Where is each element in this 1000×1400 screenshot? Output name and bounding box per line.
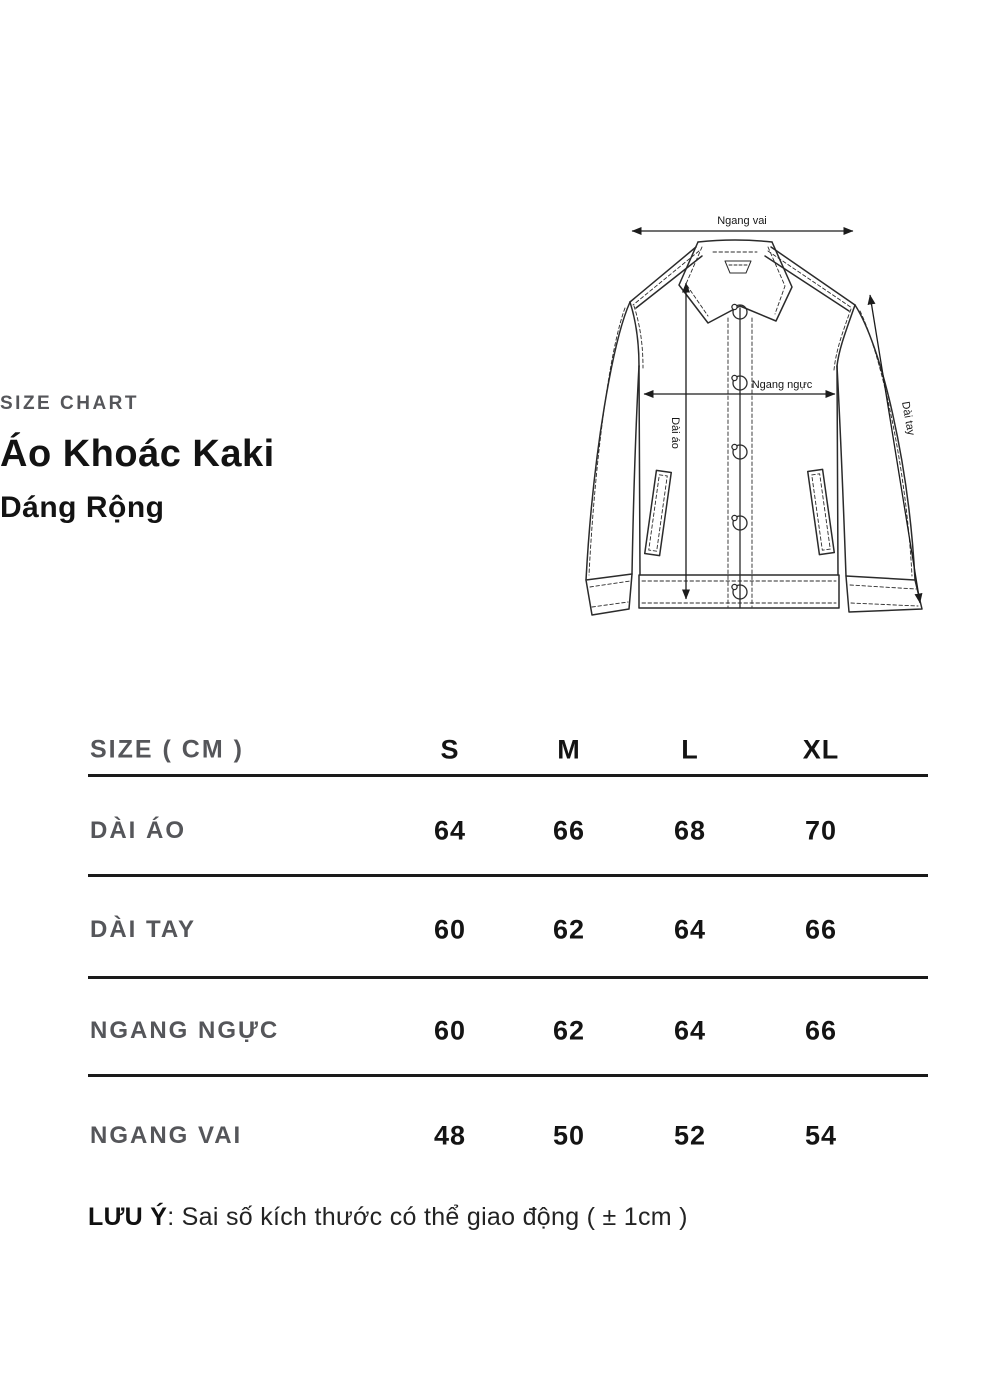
size-cell: 60: [433, 914, 467, 945]
table-header-row: [88, 722, 928, 778]
size-cell: 66: [804, 914, 838, 945]
size-cell: 52: [673, 1120, 707, 1151]
table-row-ngang-nguc: [88, 1003, 928, 1059]
note-body: : Sai số kích thước có thể giao động ( ± 1cm ): [167, 1203, 688, 1231]
row-label: NGANG VAI: [90, 1122, 243, 1149]
fit-subtitle: Dáng Rộng: [0, 491, 165, 524]
size-cell: 64: [433, 815, 467, 846]
table-divider: [88, 774, 928, 777]
sleeve-length-label: Dài tay: [899, 400, 917, 437]
table-divider: [88, 874, 928, 877]
column-header-l: L: [681, 734, 699, 765]
shoulder-width-label: Ngang vai: [717, 215, 767, 227]
size-cell: 64: [673, 914, 707, 945]
table-divider: [88, 976, 928, 979]
size-cell: 48: [433, 1120, 467, 1151]
size-cell: 50: [552, 1120, 586, 1151]
row-label: DÀI ÁO: [90, 817, 186, 844]
table-row-dai-tay: [88, 902, 928, 958]
column-header-m: M: [557, 734, 581, 765]
size-cell: 54: [804, 1120, 838, 1151]
jacket-diagram: [565, 190, 965, 650]
note-prefix: LƯU Ý: [88, 1203, 168, 1231]
size-chart-eyebrow: SIZE CHART: [0, 393, 139, 414]
unit-label: SIZE ( CM ): [90, 735, 244, 764]
table-row-dai-ao: [88, 803, 928, 859]
tolerance-note: [88, 1203, 948, 1232]
body-length-label: Dài áo: [669, 417, 681, 449]
size-cell: 64: [673, 1015, 707, 1046]
row-label: NGANG NGỰC: [90, 1017, 280, 1044]
left-pocket: [645, 470, 672, 555]
table-divider: [88, 1074, 928, 1077]
size-cell: 70: [804, 815, 838, 846]
right-pocket: [808, 469, 835, 554]
sleeve-length-arrow: [870, 295, 920, 603]
size-cell: 60: [433, 1015, 467, 1046]
size-cell: 68: [673, 815, 707, 846]
product-title: Áo Khoác Kaki: [0, 433, 275, 475]
size-cell: 62: [552, 1015, 586, 1046]
jacket-outline: [586, 240, 922, 615]
row-label: DÀI TAY: [90, 916, 197, 943]
size-cell: 66: [804, 1015, 838, 1046]
column-header-xl: XL: [802, 734, 840, 765]
table-row-ngang-vai: [88, 1108, 928, 1164]
chest-width-label: Ngang ngực: [751, 379, 813, 391]
column-header-s: S: [440, 734, 460, 765]
size-cell: 66: [552, 815, 586, 846]
size-cell: 62: [552, 914, 586, 945]
